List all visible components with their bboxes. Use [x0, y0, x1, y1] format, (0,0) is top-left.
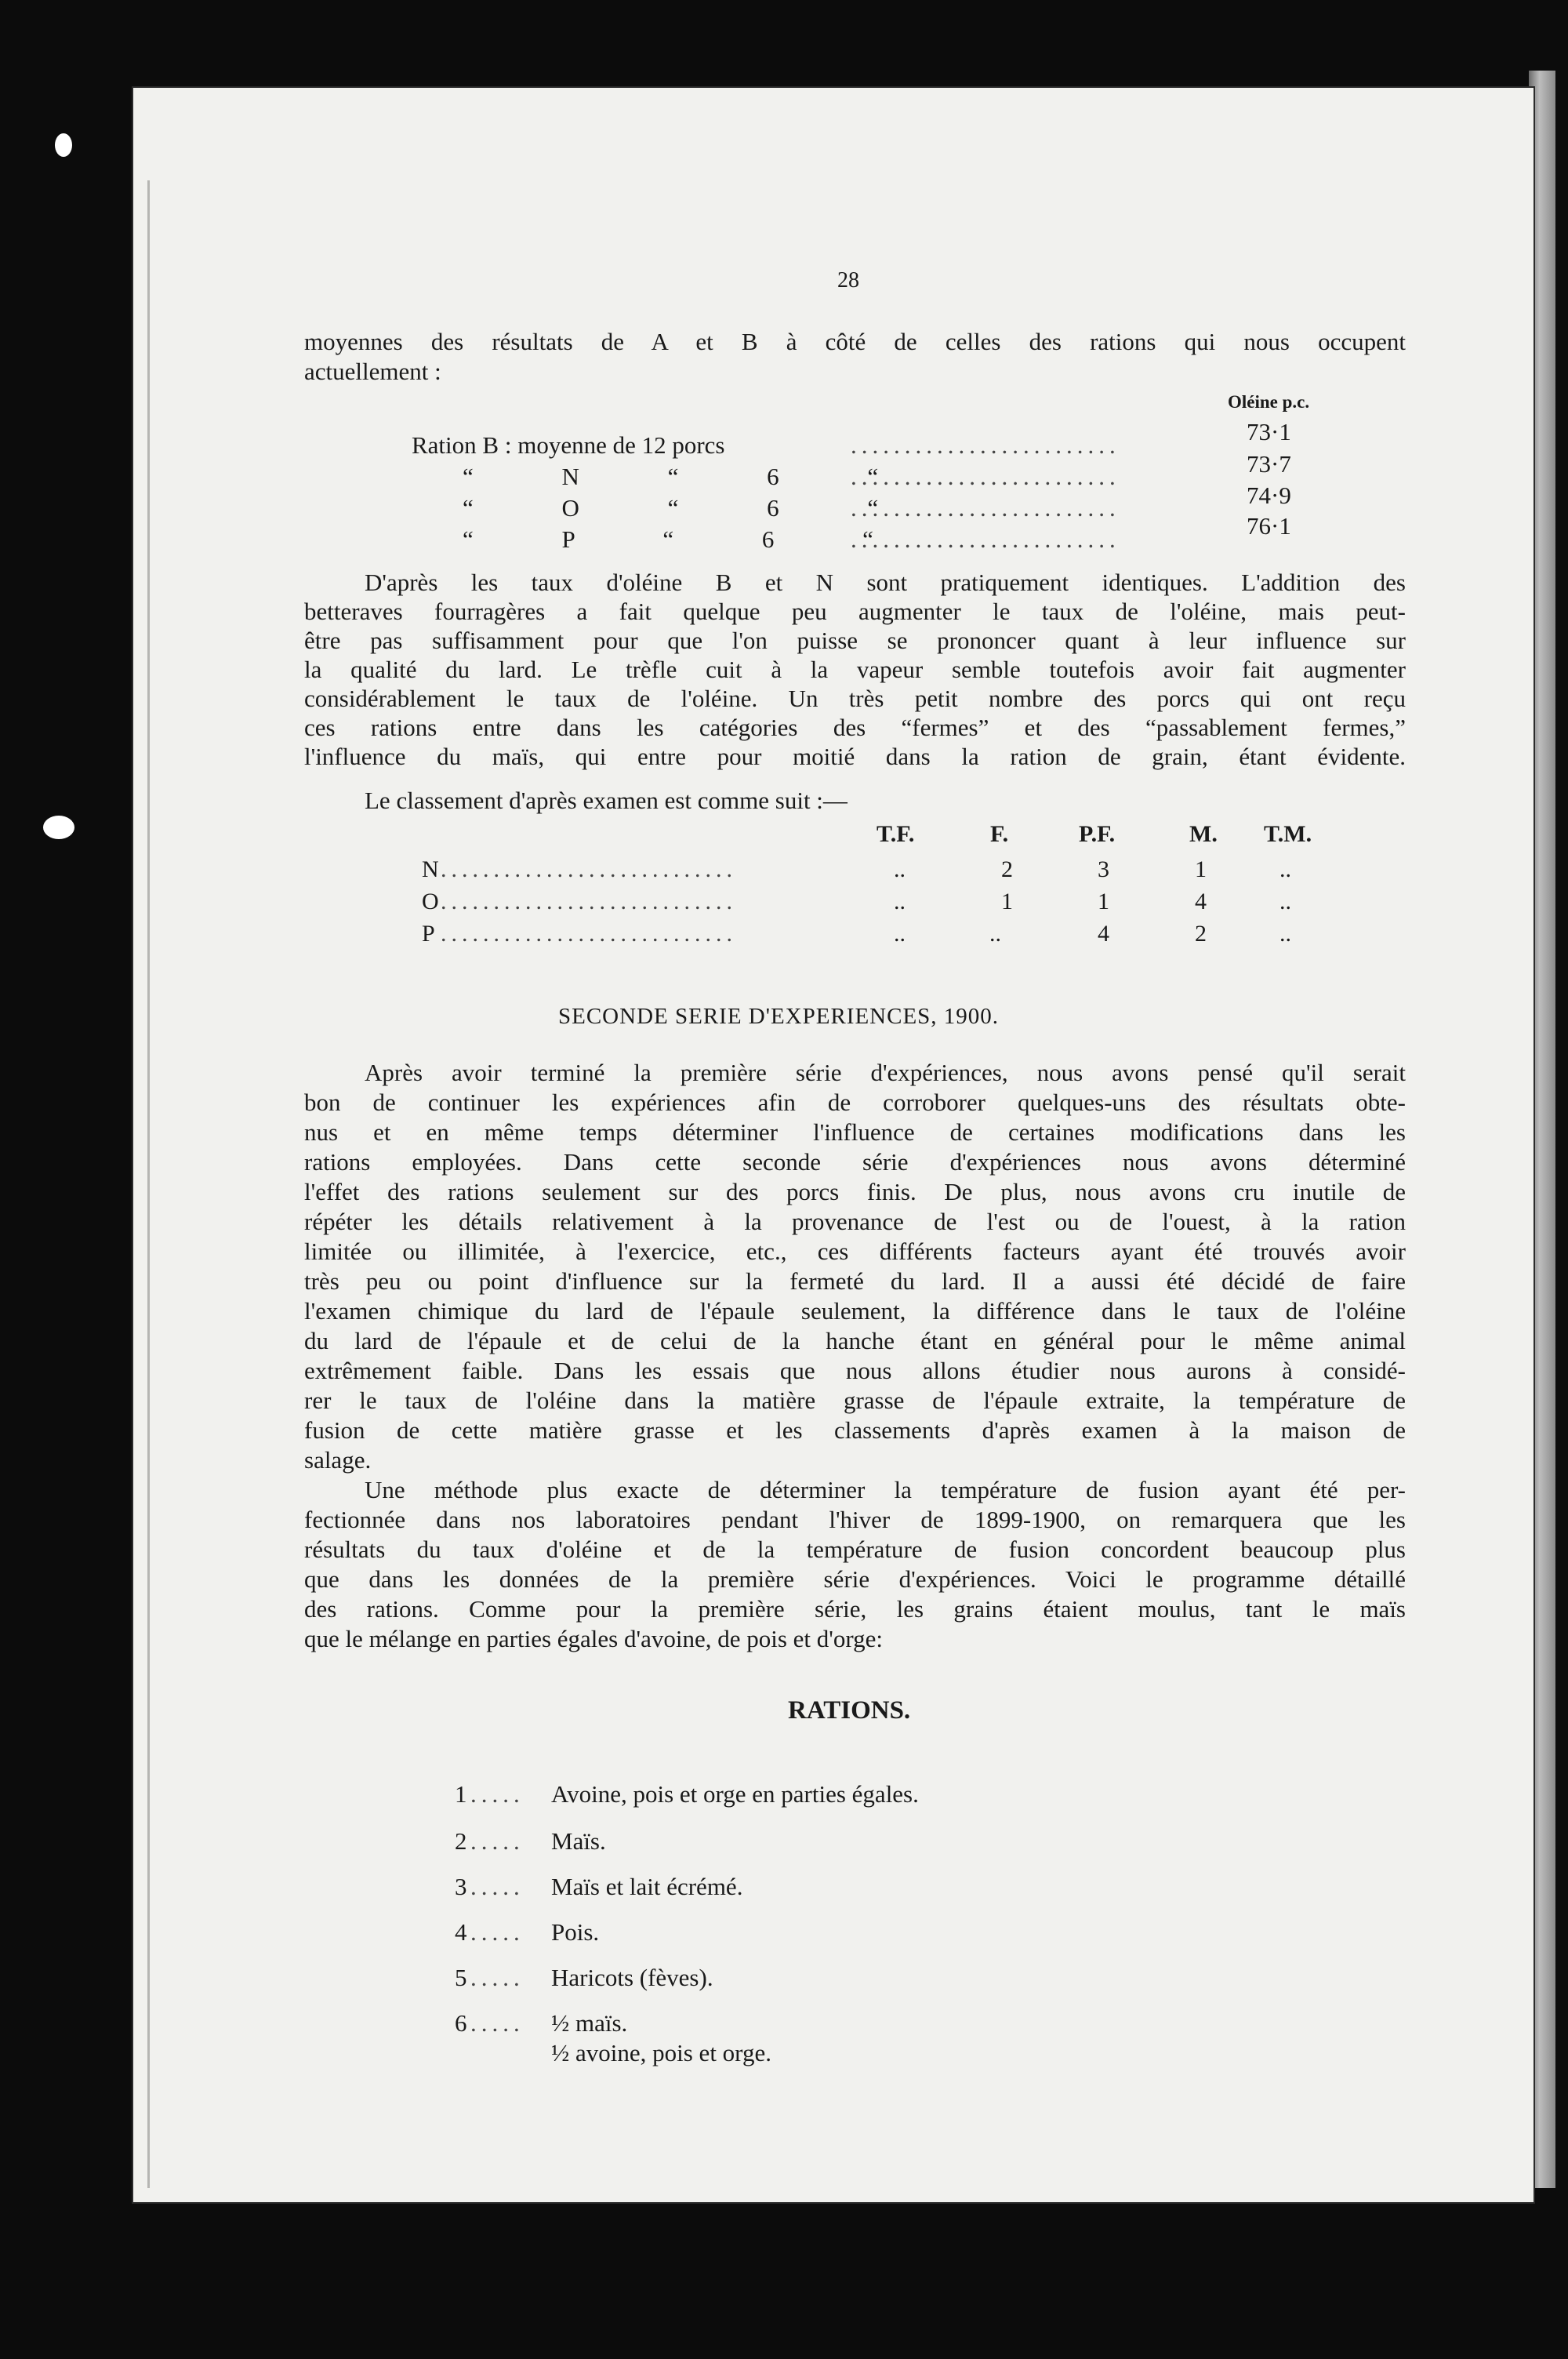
paragraph-line: l'examen chimique du lard de l'épaule seulement, la différence dans le taux de l'oléine — [304, 1297, 1406, 1325]
paragraph-line: la qualité du lard. Le trèfle cuit à la vapeur semble toutefois avoir fait augmenter — [304, 656, 1406, 683]
column-header: T.M. — [1264, 821, 1312, 847]
row-label: O — [422, 889, 439, 914]
leader-dots: ............................ — [441, 921, 737, 947]
ration-text: Pois. — [551, 1918, 600, 1946]
column-header: M. — [1189, 821, 1218, 847]
paragraph-line: limitée ou illimitée, à l'exercice, etc., ces différents facteurs ayant été trouvés avoir — [304, 1238, 1406, 1265]
rations-title: RATIONS. — [788, 1696, 911, 1725]
oleine-row-label: “ N “ 6 “ — [463, 463, 879, 490]
leader-dots: ..... — [470, 1918, 524, 1946]
oleine-row-value: 74·9 — [1247, 482, 1291, 509]
table-cell: .. — [1279, 921, 1291, 947]
table-cell: .. — [894, 921, 906, 947]
paragraph-line: rations employées. Dans cette seconde série d'expériences nous avons déterminé — [304, 1148, 1406, 1176]
leader-dots: ..... — [470, 1964, 524, 1991]
leader-dots: ..... — [470, 2009, 524, 2037]
leader-dots: ............................ — [441, 856, 737, 882]
ration-number: 6 — [455, 2009, 467, 2037]
ration-number: 3 — [455, 1873, 467, 1900]
scan-speck — [55, 133, 72, 157]
paragraph-line: Une méthode plus exacte de déterminer la température de fusion ayant été per- — [365, 1476, 1406, 1503]
paragraph-line: extrêmement faible. Dans les essais que nous allons étudier nous aurons à considé- — [304, 1357, 1406, 1384]
oleine-row-label: “ O “ 6 “ — [463, 494, 879, 522]
column-header: P.F. — [1079, 821, 1116, 847]
oleine-row-value: 76·1 — [1247, 512, 1291, 540]
paragraph-line: fusion de cette matière grasse et les classements d'après examen à la maison de — [304, 1416, 1406, 1444]
ration-number: 4 — [455, 1918, 467, 1946]
paragraph-line: l'effet des rations seulement sur des porcs finis. De plus, nous avons cru inutile de — [304, 1178, 1406, 1205]
oleine-header: Oléine p.c. — [1228, 392, 1310, 412]
paragraph-line: très peu ou point d'influence sur la fermeté du lard. Il a aussi été décidé de faire — [304, 1267, 1406, 1295]
ration-text: ½ avoine, pois et orge. — [551, 2039, 771, 2066]
oleine-row-value: 73·7 — [1247, 450, 1291, 478]
table-cell: .. — [1279, 889, 1291, 914]
paragraph-line: rer le taux de l'oléine dans la matière grasse de l'épaule extraite, la température de — [304, 1387, 1406, 1414]
paragraph-line: répéter les détails relativement à la provenance de l'est ou de l'ouest, à la ration — [304, 1208, 1406, 1235]
ration-text: Maïs. — [551, 1827, 606, 1855]
oleine-row-label: “ P “ 6 “ — [463, 525, 873, 553]
leader-dots: ......................... — [851, 525, 1120, 553]
leader-dots: ......................... — [851, 494, 1120, 522]
oleine-row-label: Ration B : moyenne de 12 porcs — [412, 431, 725, 459]
table-cell: .. — [894, 856, 906, 882]
ration-text: Haricots (fèves). — [551, 1964, 713, 1991]
row-label: P — [422, 921, 435, 947]
table-cell: 2 — [1001, 856, 1013, 882]
paragraph-line: être pas suffisamment pour que l'on puisse se prononcer quant à leur influence sur — [304, 627, 1406, 654]
paragraph-line: des rations. Comme pour la première série, les grains étaient moulus, tant le maïs — [304, 1595, 1406, 1623]
paragraph-line: nus et en même temps déterminer l'influence de certaines modifications dans les — [304, 1118, 1406, 1146]
oleine-row-value: 73·1 — [1247, 418, 1291, 445]
paragraph-line: considérablement le taux de l'oléine. Un très petit nombre des porcs qui ont reçu — [304, 685, 1406, 712]
table-cell: .. — [989, 921, 1001, 947]
table-cell: .. — [1279, 856, 1291, 882]
paragraph-line: Après avoir terminé la première série d'expériences, nous avons pensé qu'il serait — [365, 1059, 1406, 1086]
leader-dots: ..... — [470, 1780, 524, 1808]
paragraph-line: du lard de l'épaule et de celui de la hanche étant en général pour le même animal — [304, 1327, 1406, 1354]
table-cell: 1 — [1098, 889, 1109, 914]
table-cell: 1 — [1195, 856, 1207, 882]
paragraph-line: fectionnée dans nos laboratoires pendant l'hiver de 1899-1900, on remarquera que les — [304, 1506, 1406, 1533]
intro-line: actuellement : — [304, 358, 441, 385]
ration-number: 5 — [455, 1964, 467, 1991]
table-cell: .. — [894, 889, 906, 914]
paragraph-line: l'influence du maïs, qui entre pour moitié dans la ration de grain, étant évidente. — [304, 743, 1406, 770]
leader-dots: ..... — [470, 1873, 524, 1900]
paragraph-line: salage. — [304, 1446, 372, 1474]
paragraph-line: ces rations entre dans les catégories des “fermes” et des “passablement fermes,” — [304, 714, 1406, 741]
scan-speck — [43, 816, 74, 839]
paragraph-line: bon de continuer les expériences afin de corroborer quelques-uns des résultats obte- — [304, 1089, 1406, 1116]
ration-text: Maïs et lait écrémé. — [551, 1873, 743, 1900]
leader-dots: ............................ — [441, 889, 737, 914]
page-edge — [147, 180, 150, 2188]
table-cell: 2 — [1195, 921, 1207, 947]
classement-intro: Le classement d'après examen est comme suit :— — [365, 787, 848, 814]
ration-number: 2 — [455, 1827, 467, 1855]
table-cell: 1 — [1001, 889, 1013, 914]
leader-dots: ......................... — [851, 463, 1120, 490]
paragraph-line: D'après les taux d'oléine B et N sont pratiquement identiques. L'addition des — [365, 569, 1406, 596]
section-title: SECONDE SERIE D'EXPERIENCES, 1900. — [558, 1004, 1000, 1029]
leader-dots: ..... — [470, 1827, 524, 1855]
table-cell: 4 — [1098, 921, 1109, 947]
ration-number: 1 — [455, 1780, 467, 1808]
ration-text: ½ maïs. — [551, 2009, 628, 2037]
ration-text: Avoine, pois et orge en parties égales. — [551, 1780, 919, 1808]
column-header: F. — [990, 821, 1009, 847]
intro-line: moyennes des résultats de A et B à côté de celles des rations qui nous occupent — [304, 328, 1406, 355]
page-number: 28 — [837, 268, 859, 293]
paragraph-line: que dans les données de la première série d'expériences. Voici le programme détaillé — [304, 1565, 1406, 1593]
column-header: T.F. — [877, 821, 915, 847]
paragraph-line: betteraves fourragères a fait quelque peu augmenter le taux de l'oléine, mais peut- — [304, 598, 1406, 625]
paragraph-line: que le mélange en parties égales d'avoine, de pois et d'orge: — [304, 1625, 883, 1652]
leader-dots: ......................... — [851, 431, 1120, 459]
paragraph-line: résultats du taux d'oléine et de la température de fusion concordent beaucoup plus — [304, 1536, 1406, 1563]
row-label: N — [422, 856, 439, 882]
table-cell: 4 — [1195, 889, 1207, 914]
table-cell: 3 — [1098, 856, 1109, 882]
